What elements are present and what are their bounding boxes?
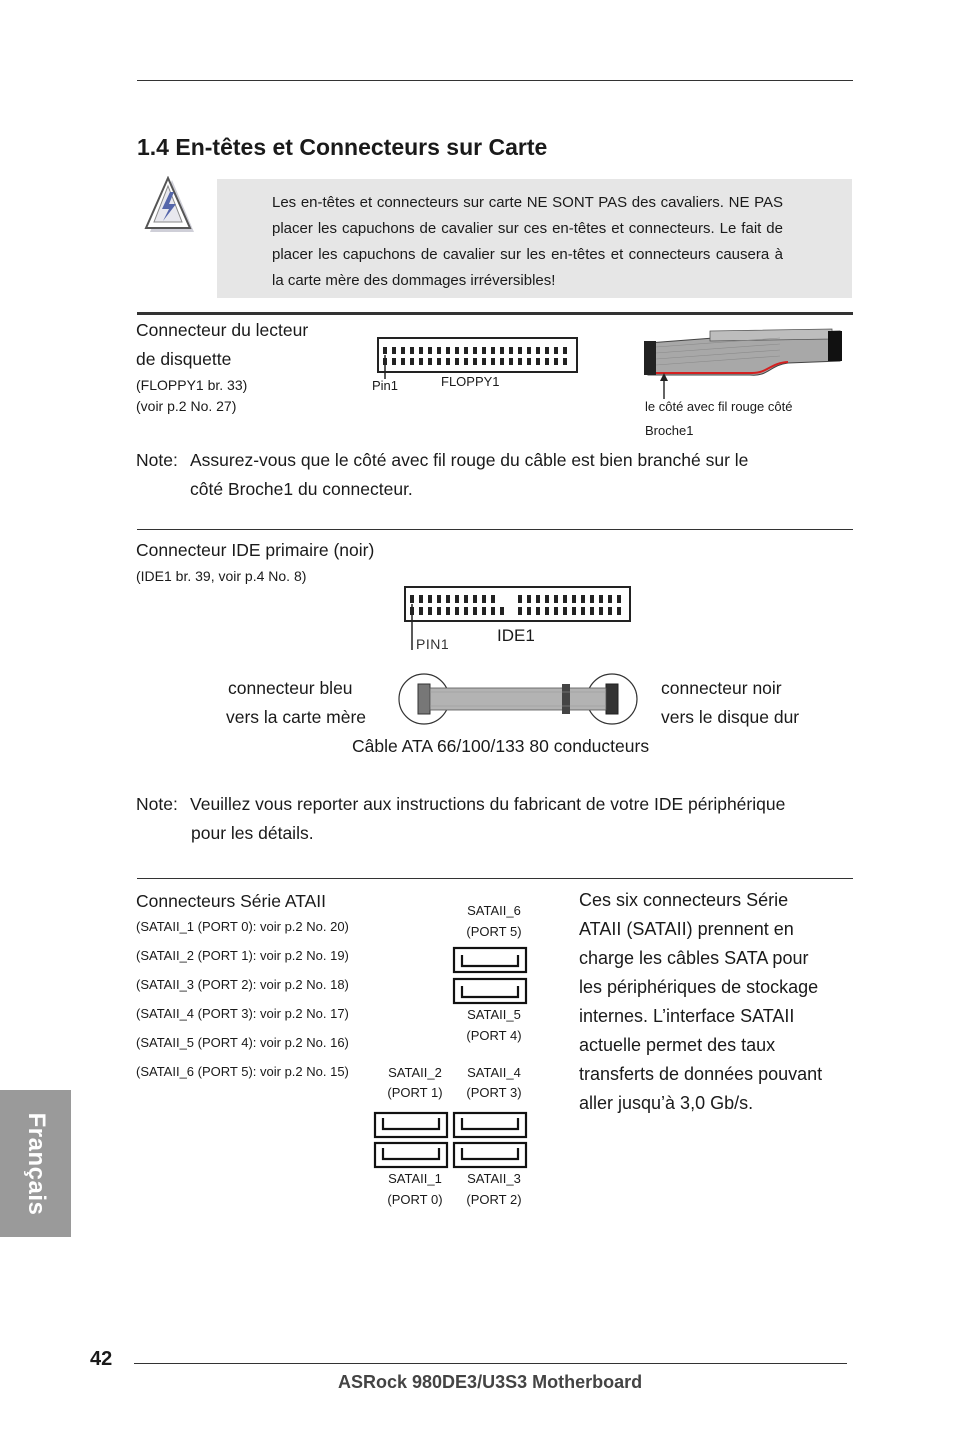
- sata-desc-line: transferts de données pouvant: [579, 1064, 823, 1084]
- floppy-cable-caption-2: Broche1: [645, 423, 694, 438]
- sata-desc-line: charge les câbles SATA pour: [579, 948, 809, 968]
- sata-title: Connecteurs Série ATAII: [136, 891, 326, 911]
- ide-left-line-1: connecteur bleu: [228, 678, 353, 698]
- sata-port-ref: (SATAII_4 (PORT 3): voir p.2 No. 17): [136, 1006, 349, 1021]
- sata1-port: (PORT 0): [387, 1192, 443, 1207]
- sata3-label: SATAII_3: [467, 1171, 521, 1186]
- sata-desc-line: Ces six connecteurs Série: [579, 890, 789, 910]
- sata-desc-line: les périphériques de stockage: [579, 977, 819, 997]
- sata2-label: SATAII_2: [388, 1065, 442, 1080]
- section-rule-3: [137, 878, 853, 879]
- top-rule: [137, 80, 853, 81]
- sata-desc-line: internes. L’interface SATAII: [579, 1006, 795, 1026]
- warning-lightning-icon: [134, 176, 196, 241]
- ide-note-label: Note:: [136, 794, 178, 814]
- sata1-label: SATAII_1: [388, 1171, 442, 1186]
- sata5-port: (PORT 4): [466, 1028, 522, 1043]
- sata-desc-line: ATAII (SATAII) prennent en: [579, 919, 794, 939]
- sata-description: [579, 886, 822, 1118]
- sata-port-list: [136, 919, 349, 1093]
- sata-desc-line: actuelle permet des taux: [579, 1035, 776, 1055]
- sata4-label: SATAII_4: [467, 1065, 521, 1080]
- ide-right-line-1: connecteur noir: [661, 678, 782, 698]
- floppy-connector-label: FLOPPY1: [441, 374, 500, 389]
- ide-pin-label: PIN1: [416, 636, 450, 652]
- ide-left-line-2: vers la carte mère: [226, 707, 367, 727]
- floppy-note-line-1: Assurez-vous que le côté avec fil rouge du câble est bien branché sur le: [190, 450, 749, 470]
- sata4-port: (PORT 3): [466, 1085, 522, 1100]
- ide-ref: (IDE1 br. 39, voir p.4 No. 8): [136, 568, 307, 584]
- sata6-port: (PORT 5): [466, 924, 522, 939]
- sata2-port: (PORT 1): [387, 1085, 443, 1100]
- footer-product: ASRock 980DE3/U3S3 Motherboard: [338, 1372, 643, 1392]
- sata-port-ref: (SATAII_2 (PORT 1): voir p.2 No. 19): [136, 948, 349, 963]
- floppy-note-line-2: côté Broche1 du connecteur.: [190, 479, 413, 499]
- language-side-tab: [0, 1090, 71, 1237]
- ide-cable-caption: Câble ATA 66/100/133 80 conducteurs: [352, 736, 650, 756]
- sata-port-ref: (SATAII_1 (PORT 0): voir p.2 No. 20): [136, 919, 349, 934]
- ide-note-line-2: pour les détails.: [191, 823, 314, 843]
- ide-right-line-2: vers le disque dur: [661, 707, 800, 727]
- ide-note-line-1: Veuillez vous reporter aux instructions du fabricant de votre IDE périphérique: [190, 794, 786, 814]
- sata-connector-diagram: [370, 945, 535, 1178]
- ide-cable-illustration: [394, 670, 644, 735]
- floppy-note-label: Note:: [136, 450, 178, 470]
- floppy-title-1: Connecteur du lecteur: [136, 320, 309, 340]
- sata-port-ref: (SATAII_6 (PORT 5): voir p.2 No. 15): [136, 1064, 349, 1079]
- section-title: 1.4 En-têtes et Connecteurs sur Carte: [137, 134, 548, 160]
- floppy-title-2: de disquette: [136, 349, 232, 369]
- floppy-cable-illustration: [640, 325, 846, 406]
- section-rule: [137, 312, 853, 315]
- sata-port-ref: (SATAII_5 (PORT 4): voir p.2 No. 16): [136, 1035, 349, 1050]
- sata-port-ref: (SATAII_3 (PORT 2): voir p.2 No. 18): [136, 977, 349, 992]
- page-number: 42: [90, 1348, 113, 1370]
- ide-title: Connecteur IDE primaire (noir): [136, 540, 375, 560]
- floppy-pin-label: Pin1: [372, 378, 399, 393]
- footer-rule: [134, 1363, 847, 1364]
- warning-text: Les en-têtes et connecteurs sur carte NE SONT PAS des cavaliers. NE PAS placer les capuchons de cavalier sur ces en-têtes et connecteurs. Le fait de placer les capuchons de cavalier sur les en-têtes et connecteurs causera à la carte mère des dommages irréversibles!: [272, 194, 783, 289]
- sata-desc-line: aller jusqu’à 3,0 Gb/s.: [579, 1093, 754, 1113]
- sata6-label: SATAII_6: [467, 903, 521, 918]
- section-rule-2: [137, 529, 853, 530]
- floppy-ref-2: (voir p.2 No. 27): [136, 398, 237, 414]
- ide-connector-label: IDE1: [497, 626, 535, 645]
- floppy-cable-caption-1: le côté avec fil rouge côté: [645, 399, 793, 414]
- sata5-label: SATAII_5: [467, 1007, 521, 1022]
- sata3-port: (PORT 2): [466, 1192, 522, 1207]
- floppy-ref-1: (FLOPPY1 br. 33): [136, 377, 248, 393]
- language-tab-label: Français: [22, 1112, 50, 1215]
- floppy-connector-diagram: [370, 335, 585, 402]
